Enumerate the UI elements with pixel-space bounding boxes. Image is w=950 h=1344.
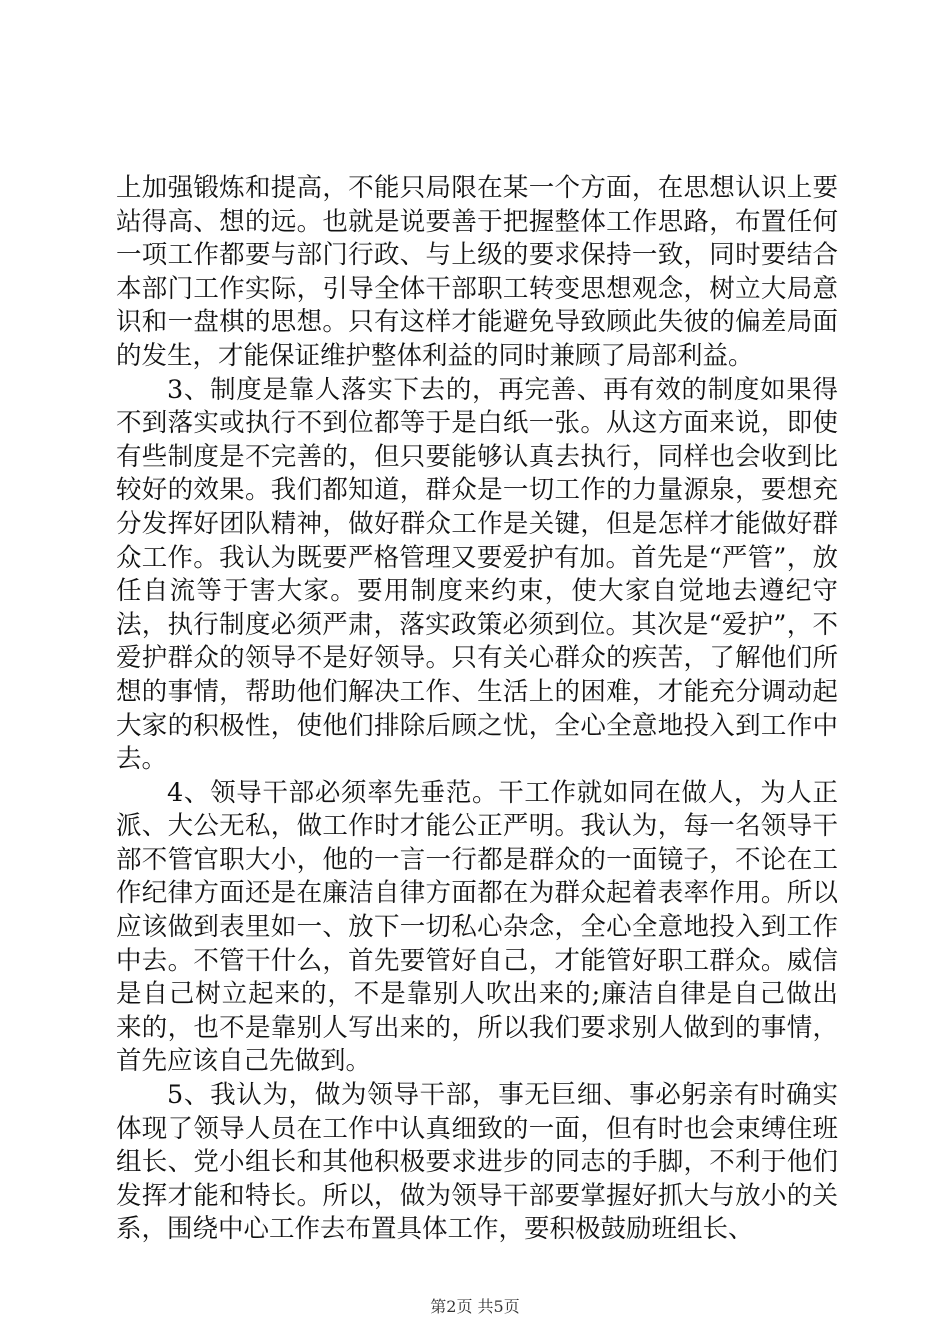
document-body <box>116 172 838 1247</box>
paragraph-4: 5、我认为，做为领导干部，事无巨细、事必躬亲有时确实体现了领导人员在工作中认真细致的一面，但有时也会束缚住班组长、党小组长和其他积极要求进步的同志的手脚，不利于他们发挥才能和特长。所以，做为领导干部要掌握好抓大与放小的关系，围绕中心工作去布置具体工作，要积极鼓励班组长、 <box>116 1080 838 1245</box>
paragraph-3: 4、领导干部必须率先垂范。干工作就如同在做人，为人正派、大公无私，做工作时才能公正严明。我认为，每一名领导干部不管官职大小，他的一言一行都是群众的一面镜子，不论在工作纪律方面还是在廉洁自律方面都在为群众起着表率作用。所以应该做到表里如一、放下一切私心杂念，全心全意地投入到工作中去。不管干什么，首先要管好自己，才能管好职工群众。威信是自己树立起来的，不是靠别人吹出来的;廉洁自律是自己做出来的，也不是靠别人写出来的，所以我们要求别人做到的事情，首先应该自己先做到。 <box>116 777 838 1077</box>
paragraph-1: 上加强锻炼和提高，不能只局限在某一个方面，在思想认识上要站得高、想的远。也就是说要善于把握整体工作思路，布置任何一项工作都要与部门行政、与上级的要求保持一致，同时要结合本部门工作实际，引导全体干部职工转变思想观念，树立大局意识和一盘棋的思想。只有这样才能避免导致顾此失彼的偏差局面的发生，才能保证维护整体利益的同时兼顾了局部利益。 <box>116 173 838 371</box>
paragraph-2: 3、制度是靠人落实下去的，再完善、再有效的制度如果得不到落实或执行不到位都等于是白纸一张。从这方面来说，即使有些制度是不完善的，但只要能够认真去执行，同样也会收到比较好的效果。我们都知道，群众是一切工作的力量源泉，要想充分发挥好团队精神，做好群众工作是关键，但是怎样才能做好群众工作。我认为既要严格管理又要爱护有加。首先是“严管”，放任自流等于害大家。要用制度来约束，使大家自觉地去遵纪守法，执行制度必须严肃，落实政策必须到位。其次是“爱护”，不爱护群众的领导不是好领导。只有关心群众的疾苦，了解他们所想的事情，帮助他们解决工作、生活上的困难，才能充分调动起大家的积极性，使他们排除后顾之忧，全心全意地投入到工作中去。 <box>116 374 838 775</box>
page-number-footer: 第2页 共5页 <box>430 1297 520 1316</box>
